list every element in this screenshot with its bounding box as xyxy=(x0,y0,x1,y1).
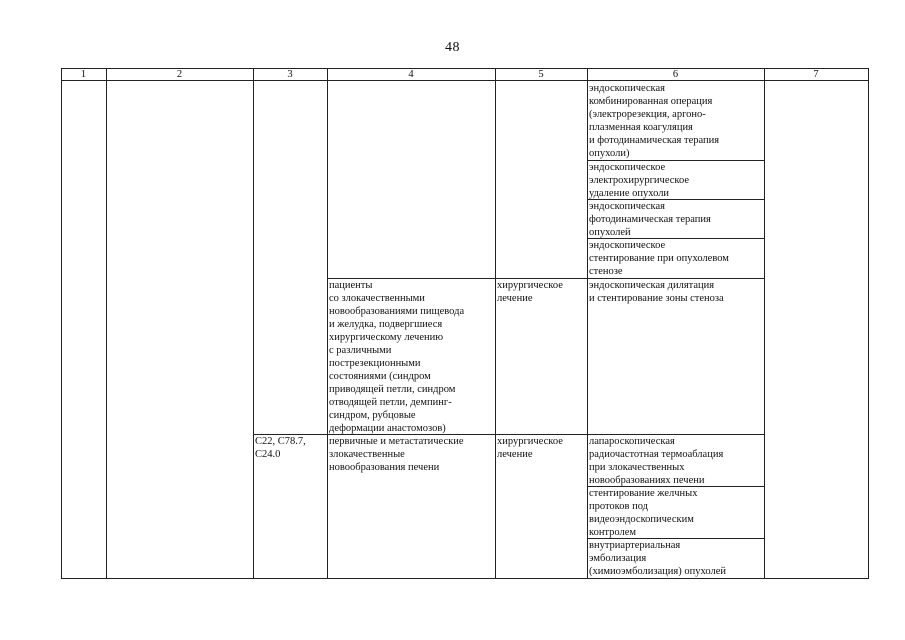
header-col-1: 1 xyxy=(80,69,87,80)
row3-col6-item-1: лапароскопическая радиочастотная термоаблация при злокачественных новообразованиях печени xyxy=(589,436,724,486)
header-col-7: 7 xyxy=(813,69,819,80)
row3-col4-patients: первичные и метастатические злокачественные новообразования печени xyxy=(329,436,464,473)
row1-col6-item-2: эндоскопическое электрохирургическое удаление опухоли xyxy=(589,162,690,199)
row3-col5-treatment: хирургическое лечение xyxy=(497,436,563,460)
row3-col3-codes: C22, C78.7, C24.0 xyxy=(255,436,306,460)
row2-col5-treatment: хирургическое лечение xyxy=(497,280,563,304)
page-number: 48 xyxy=(445,40,460,55)
header-col-3: 3 xyxy=(287,69,293,80)
row2-col4-patients: пациенты со злокачественными новообразованиями пищевода и желудка, подвергшиеся хирургическому лечению с различными пострезекционными состояниями (синдром приводящей петли, синдром отводящей петли, демпинг- синдром, рубцовые деформации анастомозов) xyxy=(329,280,465,434)
header-col-5: 5 xyxy=(538,69,544,80)
row1-col6-item-3: эндоскопическая фотодинамическая терапия опухолей xyxy=(589,201,711,238)
header-col-2: 2 xyxy=(176,69,183,80)
row3-col6-item-3: внутриартериальная эмболизация (химиоэмболизация) опухолей xyxy=(589,540,726,577)
row1-col6-item-4: эндоскопическое стентирование при опухолевом стенозе xyxy=(589,240,729,277)
row1-col6-item-1: эндоскопическая комбинированная операция (электрорезекция, аргоно- плазменная коагуляция и фотодинамическая терапия опухоли) xyxy=(589,83,720,159)
header-col-4: 4 xyxy=(408,69,414,80)
row3-col6-item-2: стентирование желчных протоков под видеоэндоскопическим контролем xyxy=(589,488,698,538)
header-col-6: 6 xyxy=(672,69,679,80)
row2-col6-method: эндоскопическая дилятация и стентирование зоны стеноза xyxy=(589,280,724,304)
